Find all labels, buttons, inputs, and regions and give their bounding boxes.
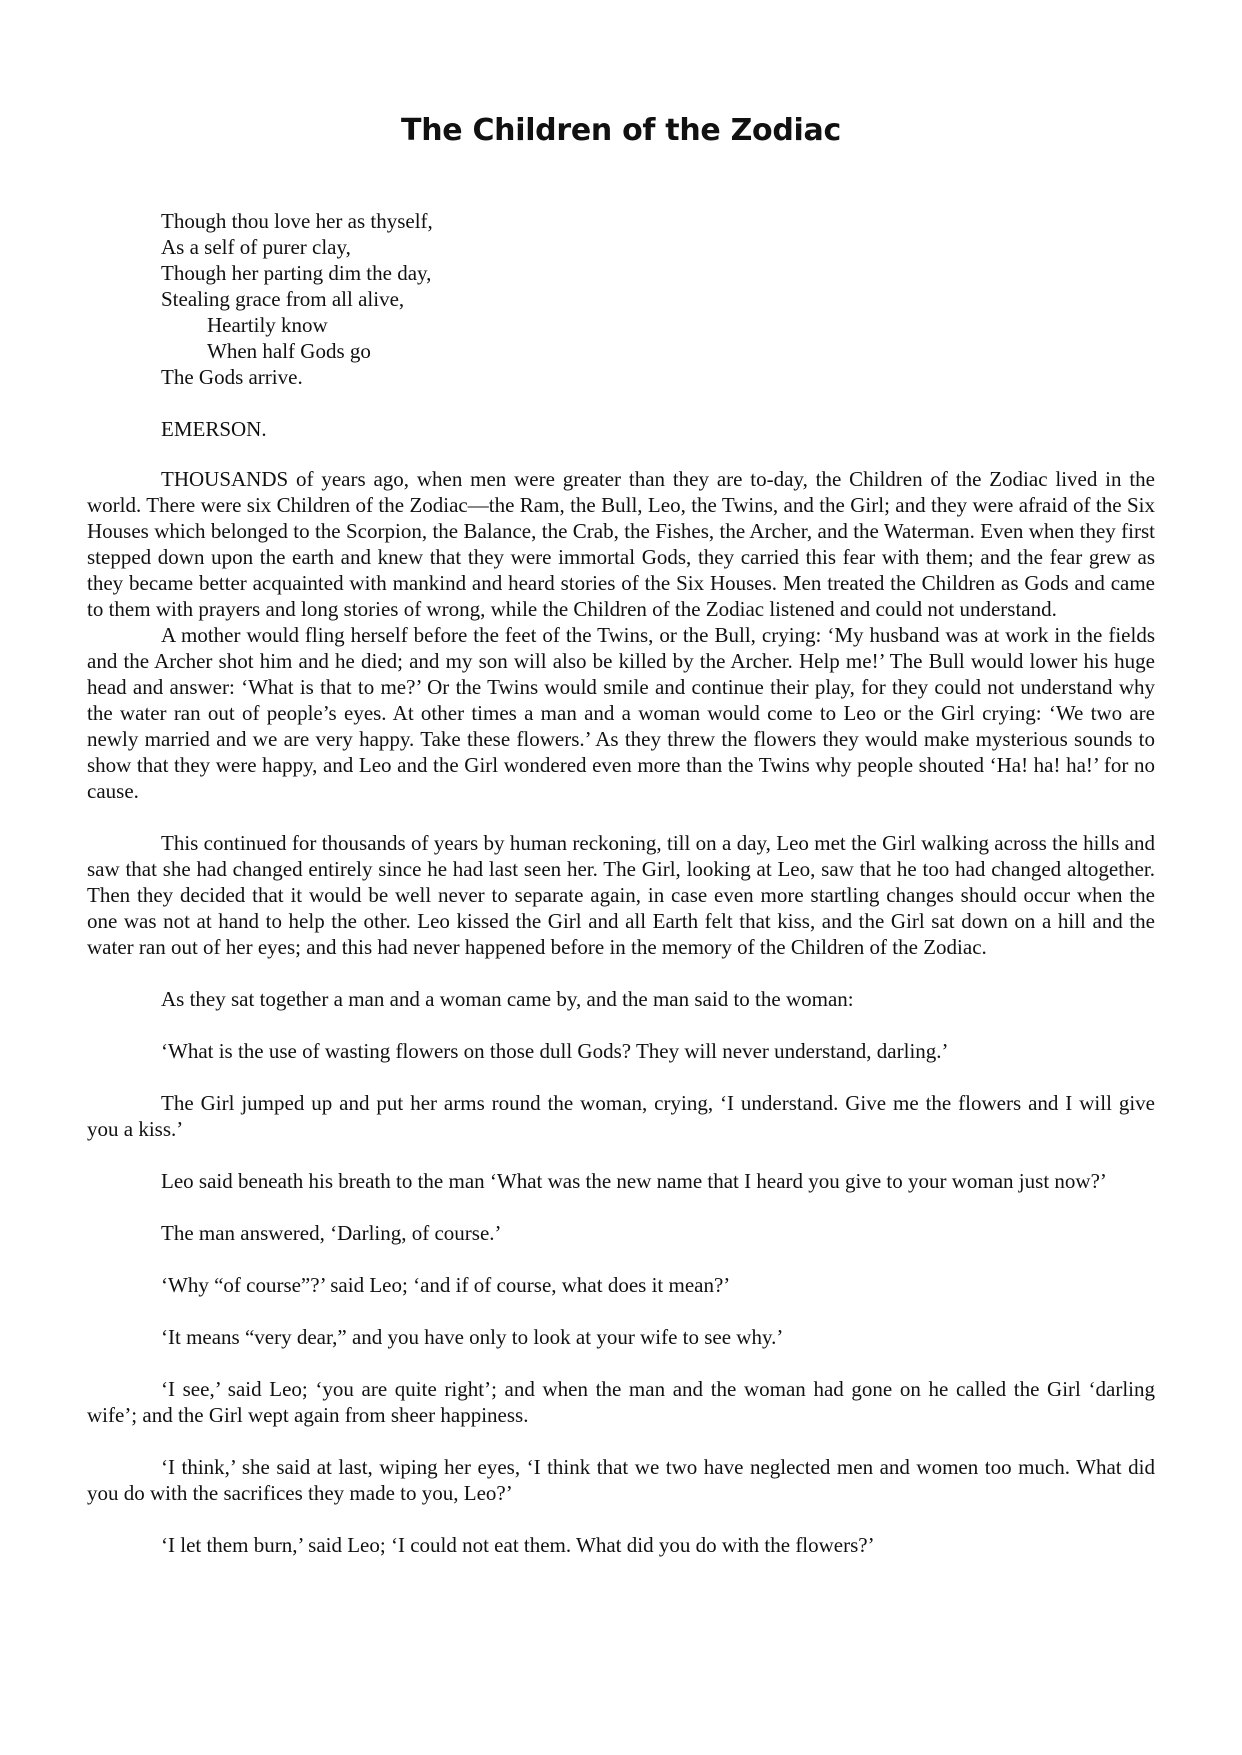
paragraph: ‘It means “very dear,” and you have only to look at your wife to see why.’ (161, 1325, 784, 1349)
paragraph: ‘What is the use of wasting flowers on those dull Gods? They will never understand, darling.’ (161, 1039, 949, 1063)
story-body (87, 466, 1155, 1558)
paragraph: The man answered, ‘Darling, of course.’ (161, 1221, 502, 1245)
page-title: The Children of the Zodiac (401, 113, 841, 148)
verse-line: When half Gods go (207, 339, 371, 363)
verse-line: Though her parting dim the day, (161, 261, 432, 285)
paragraph: THOUSANDS of years ago, when men were greater than they are to-day, the Children of the Zodiac lived in the world. There were six Children of the Zodiac—the Ram, the Bull, Leo, the Twins, and the Girl; and they were afraid of the Six Houses which belonged to the Scorpion, the Balance, the Crab, the Fishes, the Archer, and the Waterman. Even when they first stepped down upon the earth and knew that they were immortal Gods, they carried this fear with them; and the fear grew as they became better acquainted with mankind and heard stories of the Six Houses. Men treated the Children as Gods and came to them with prayers and long stories of wrong, while the Children of the Zodiac listened and could not understand. (87, 467, 1155, 621)
verse-line: Stealing grace from all alive, (161, 287, 405, 311)
paragraph: ‘I see,’ said Leo; ‘you are quite right’; and when the man and the woman had gone on he called the Girl ‘darling wife’; and the Girl wept again from sheer happiness. (87, 1377, 1155, 1427)
paragraph: This continued for thousands of years by human reckoning, till on a day, Leo met the Girl walking across the hills and saw that she had changed entirely since he had last seen her. The Girl, looking at Leo, saw that he too had changed altogether. Then they decided that it would be well never to separate again, in case even more startling changes should occur when the one was not at hand to help the other. Leo kissed the Girl and all Earth felt that kiss, and the Girl sat down on a hill and the water ran out of her eyes; and this had never happened before in the memory of the Children of the Zodiac. (87, 831, 1155, 959)
paragraph: ‘I think,’ she said at last, wiping her eyes, ‘I think that we two have neglected men and women too much. What did you do with the sacrifices they made to you, Leo?’ (87, 1455, 1155, 1505)
paragraph: A mother would fling herself before the feet of the Twins, or the Bull, crying: ‘My husband was at work in the fields and the Archer shot him and he died; and my son will also be killed by the Archer. Help me!’ The Bull would lower his huge head and answer: ‘What is that to me?’ Or the Twins would smile and continue their play, for they could not understand why the water ran out of people’s eyes. At other times a man and a woman would come to Leo or the Girl crying: ‘We two are newly married and we are very happy. Take these flowers.’ As they threw the flowers they would make mysterious sounds to show that they were happy, and Leo and the Girl wondered even more than the Twins why people shouted ‘Ha! ha! ha!’ for no cause. (87, 623, 1155, 803)
paragraph: ‘Why “of course”?’ said Leo; ‘and if of course, what does it mean?’ (161, 1273, 731, 1297)
paragraph: The Girl jumped up and put her arms round the woman, crying, ‘I understand. Give me the flowers and I will give you a kiss.’ (87, 1091, 1155, 1141)
paragraph: As they sat together a man and a woman came by, and the man said to the woman: (161, 987, 854, 1011)
paragraph: Leo said beneath his breath to the man ‘What was the new name that I heard you give to your woman just now?’ (161, 1169, 1107, 1193)
paragraph: ‘I let them burn,’ said Leo; ‘I could not eat them. What did you do with the flowers?’ (161, 1533, 875, 1557)
verse-line: Though thou love her as thyself, (161, 209, 433, 233)
epigraph-verse (161, 208, 433, 390)
verse-line: The Gods arrive. (161, 365, 303, 389)
epigraph-attribution: EMERSON. (161, 417, 267, 441)
verse-line: Heartily know (207, 313, 328, 337)
verse-line: As a self of purer clay, (161, 235, 351, 259)
